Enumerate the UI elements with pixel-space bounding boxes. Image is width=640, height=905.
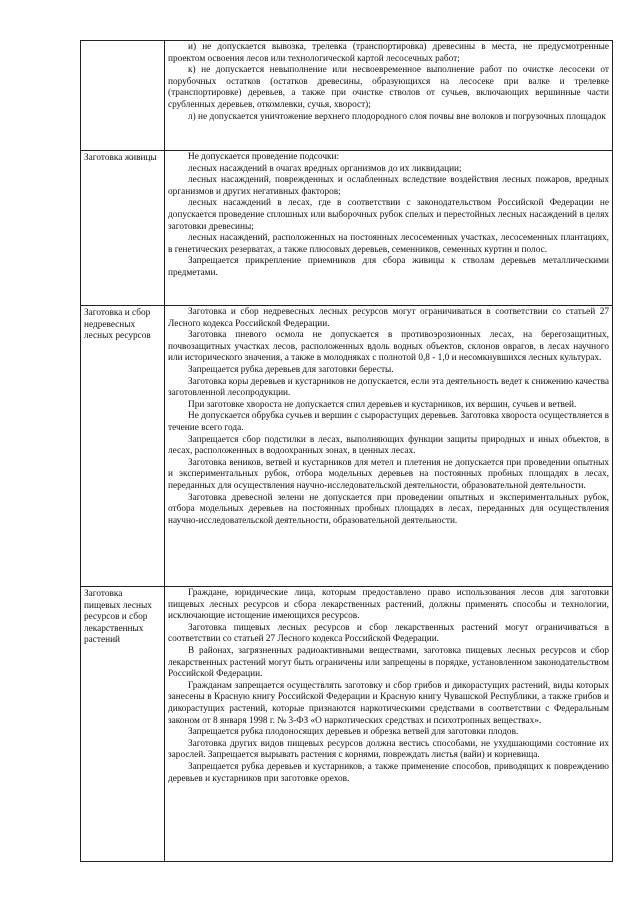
paragraph: Заготовка веников, ветвей и кустарников для метел и плетения не допускается при проведении опытных и экспериментальных рубок, отбора модельных деревьев на постоянных пробных площадях в лесах, переданных для осуществления научно-исследовательской деятельности, образовательной деятельности.	[168, 457, 609, 491]
row-label: Заготовка живицы	[81, 151, 165, 306]
paragraph: лесных насаждений, расположенных на постоянных лесосеменных участках, лесосеменных плантациях, в генетических резерватах, а также плюсовых деревьев, семенников, семенных куртин и полос.	[168, 233, 609, 255]
paragraph: Запрещается рубка плодоносящих деревьев и обрезка ветвей для заготовки плодов.	[188, 727, 519, 738]
paragraph: Запрещается прикрепление приемников для сбора живицы к стволам деревьев металлическими предметами.	[168, 256, 609, 278]
row-label: Заготовка пищевых лесных ресурсов и сбор лекарственных растений	[81, 587, 165, 862]
table-row	[81, 41, 613, 151]
paragraph: Заготовка других видов пищевых ресурсов должна вестись способами, не ухудшающими состояние их зарослей. Запрещается вырывать растения с корнями, повреждать листья (вайи) и корневища.	[168, 738, 609, 761]
paragraph: Не допускается обрубка сучьев и вершин с сырорастущих деревьев. Заготовка хвороста осуществляется в течение всего года.	[168, 411, 609, 433]
paragraph: Запрещается рубка деревьев и кустарников, а также применение способов, приводящих к повреждению деревьев и кустарников при заготовке орехов.	[168, 761, 609, 784]
paragraph: Заготовка древесной зелени не допускается при проведении опытных и экспериментальных рубок, отбора модельных деревьев на постоянных пробных площадях в лесах, переданных для осуществления научно-исследовательской деятельности, образовательной деятельности.	[168, 492, 609, 526]
paragraph: Запрещается рубка деревьев для заготовки бересты.	[188, 364, 394, 375]
table-row	[81, 151, 613, 306]
row-body	[165, 587, 613, 862]
paragraph: Запрещается сбор подстилки в лесах, выполняющих функции защиты природных и иных объектов, в лесах, расположенных в водоохранных зонах, в ценных лесах.	[168, 434, 609, 457]
row-body	[165, 306, 613, 587]
regulations-table	[80, 40, 613, 862]
paragraph: В районах, загрязненных радиоактивными веществами, заготовка пищевых лесных ресурсов и сбор лекарственных растений могут быть ограничены или запрещены в порядке, установленном законодательством Российской Федерации.	[168, 645, 609, 680]
table-row	[81, 306, 613, 587]
document-page	[80, 40, 612, 862]
paragraph: лесных насаждений в лесах, где в соответствии с законодательством Российской Федерации не допускается проведение сплошных или выборочных рубок спелых и перестойных лесных насаждений в целях заготовки древесины;	[168, 198, 609, 232]
row-body	[165, 41, 613, 151]
paragraph: Заготовка пневого осмола не допускается в противоэрозионных лесах, на берегозащитных, почвозащитных участках лесов, расположенных вдоль водных объектов, склонов оврагов, в лесах научного или исторического значения, а также в молодняках с полнотой 0,8 - 1,0 и несомкнувшихся лесных культурах.	[168, 330, 609, 364]
paragraph: При заготовке хвороста не допускается спил деревьев и кустарников, их вершин, сучьев и ветвей.	[188, 399, 577, 410]
paragraph: л) не допускается уничтожение верхнего плодородного слоя почвы вне волоков и погрузочных площадок	[188, 111, 606, 122]
paragraph: Граждане, юридические лица, которым предоставлено право использования лесов для заготовки пищевых лесных ресурсов и сбора лекарственных растений, должны применять способы и технологии, исключающие истощение имеющихся ресурсов.	[168, 588, 609, 622]
paragraph: Гражданам запрещается осуществлять заготовку и сбор грибов и дикорастущих растений, виды которых занесены в Красную книгу Российской Федерации и Красную книгу Чувашской Республики, а также грибов и дикорастущих растений, которые признаются наркотическими средствами в соответствии с Федеральным законом от 8 января 1998 г. № 3-ФЗ «О наркотических средствах и психотропных веществах».	[168, 680, 609, 726]
paragraph: Заготовка пищевых лесных ресурсов и сбор лекарственных растений могут ограничиваться в соответствии со статьей 27 Лесного кодекса Российской Федерации.	[168, 622, 609, 645]
paragraph: к) не допускается невыполнение или несвоевременное выполнение работ по очистке лесосеки от порубочных остатков (остатков древесины, образующихся на лесосеке при валке и трелевке (транспортировке) деревьев, а также при очистке стволов от сучьев, включающих вершинные части срубленных деревьев, откомлевки, сучья, хворост);	[168, 65, 609, 110]
paragraph: Заготовка и сбор недревесных лесных ресурсов могут ограничиваться в соответствии со статьей 27 Лесного кодекса Российской Федерации.	[168, 307, 609, 329]
paragraph: лесных насаждений в очагах вредных организмов до их ликвидации;	[188, 163, 462, 174]
row-body	[165, 151, 613, 306]
row-label	[81, 41, 165, 151]
table-row	[81, 587, 613, 862]
paragraph: и) не допускается вывозка, трелевка (транспортировка) древесины в места, не предусмотренные проектом освоения лесов или технологической картой лесосечных работ;	[168, 42, 609, 64]
paragraph: Не допускается проведение подсочки:	[188, 152, 340, 162]
paragraph: Заготовка коры деревьев и кустарников не допускается, если эта деятельность ведет к снижению качества заготовленной лесопродукции.	[168, 376, 609, 399]
paragraph: лесных насаждений, поврежденных и ослабленных вследствие воздействия лесных пожаров, вредных организмов и других негативных факторов;	[168, 175, 609, 197]
row-label: Заготовка и сбор недревесных лесных ресурсов	[81, 306, 165, 587]
